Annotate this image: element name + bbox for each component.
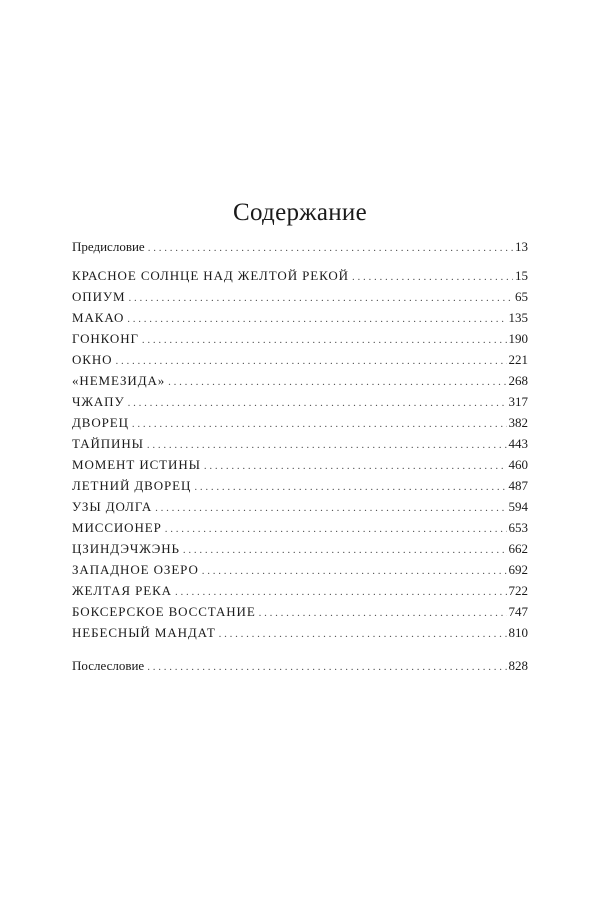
toc-entry-page: 13 (515, 239, 528, 254)
toc-entry-page: 443 (508, 436, 528, 451)
toc-entry-chapter (72, 265, 528, 286)
toc-entry-page: 653 (508, 520, 528, 535)
dot-leader (155, 498, 506, 519)
toc-entry-label: ОКНО (72, 352, 113, 367)
toc-entry-label: ДВОРЕЦ (72, 415, 129, 430)
dot-leader (202, 561, 507, 582)
toc-entry-chapter (72, 328, 528, 349)
toc-entry-label: НЕБЕСНЫЙ МАНДАТ (72, 625, 216, 640)
toc-entry-chapter (72, 349, 528, 370)
toc-entry-label: МИССИОНЕР (72, 520, 162, 535)
toc-entry-label: ЛЕТНИЙ ДВОРЕЦ (72, 478, 192, 493)
toc-entry-page: 65 (515, 289, 528, 304)
toc-entry-label: МОМЕНТ ИСТИНЫ (72, 457, 201, 472)
table-of-contents (72, 236, 528, 676)
toc-entry-chapter (72, 622, 528, 643)
toc-entry-page: 15 (515, 268, 528, 283)
dot-leader (147, 435, 507, 456)
dot-leader (204, 456, 507, 477)
toc-entry-label: Послесловие (72, 658, 145, 673)
dot-leader (194, 477, 506, 498)
toc-entry-page: 487 (508, 478, 528, 493)
toc-entry-label: БОКСЕРСКОЕ ВОССТАНИЕ (72, 604, 256, 619)
toc-entry-chapter (72, 580, 528, 601)
toc-entry-page: 722 (508, 583, 528, 598)
toc-entry-page: 221 (508, 352, 528, 367)
toc-entry-chapter (72, 517, 528, 538)
dot-leader (132, 414, 507, 435)
toc-entry-chapter (72, 433, 528, 454)
toc-entry-chapter (72, 475, 528, 496)
toc-entry-label: ЖЕЛТАЯ РЕКА (72, 583, 172, 598)
toc-entry-page: 594 (508, 499, 528, 514)
toc-entry-chapter (72, 496, 528, 517)
dot-leader (259, 603, 507, 624)
toc-entry-label: Предисловие (72, 239, 145, 254)
toc-entry-chapter (72, 307, 528, 328)
toc-entry-page: 135 (508, 310, 528, 325)
toc-entry-chapter (72, 412, 528, 433)
toc-entry-page: 268 (508, 373, 528, 388)
toc-entry-chapter (72, 538, 528, 559)
dot-leader (128, 393, 507, 414)
toc-entry-chapter (72, 370, 528, 391)
toc-entry-label: ЦЗИНДЭЧЖЭНЬ (72, 541, 180, 556)
toc-entry-label: ГОНКОНГ (72, 331, 139, 346)
toc-entry-label: «НЕМЕЗИДА» (72, 373, 166, 388)
toc-entry-page: 317 (508, 394, 528, 409)
dot-leader (148, 238, 513, 259)
toc-entry-chapter (72, 601, 528, 622)
toc-entry-label: МАКАО (72, 310, 125, 325)
toc-entry-chapter (72, 286, 528, 307)
toc-entry-page: 747 (508, 604, 528, 619)
toc-entry-page: 382 (508, 415, 528, 430)
toc-entry-label: УЗЫ ДОЛГА (72, 499, 153, 514)
toc-entry-afterword (72, 655, 528, 676)
dot-leader (352, 267, 513, 288)
toc-entry-chapter (72, 454, 528, 475)
toc-entry-page: 190 (508, 331, 528, 346)
toc-entry-label: ОПИУМ (72, 289, 126, 304)
toc-entry-label: ТАЙПИНЫ (72, 436, 144, 451)
dot-leader (147, 657, 506, 678)
dot-leader (115, 351, 506, 372)
toc-entry-label: ЗАПАДНОЕ ОЗЕРО (72, 562, 199, 577)
toc-entry-label: КРАСНОЕ СОЛНЦЕ НАД ЖЕЛТОЙ РЕКОЙ (72, 268, 349, 283)
dot-leader (183, 540, 507, 561)
toc-entry-label: ЧЖАПУ (72, 394, 125, 409)
page-title: Содержание (233, 198, 367, 226)
dot-leader (127, 309, 506, 330)
toc-entry-page: 810 (508, 625, 528, 640)
toc-entry-page: 692 (508, 562, 528, 577)
toc-entry-page: 460 (508, 457, 528, 472)
dot-leader (175, 582, 507, 603)
toc-entry-preface (72, 236, 528, 257)
toc-entry-page: 662 (508, 541, 528, 556)
toc-entry-chapter (72, 559, 528, 580)
dot-leader (142, 330, 507, 351)
dot-leader (128, 288, 513, 309)
dot-leader (219, 624, 507, 645)
dot-leader (168, 372, 506, 393)
dot-leader (165, 519, 507, 540)
toc-entry-chapter (72, 391, 528, 412)
toc-entry-page: 828 (508, 658, 528, 673)
